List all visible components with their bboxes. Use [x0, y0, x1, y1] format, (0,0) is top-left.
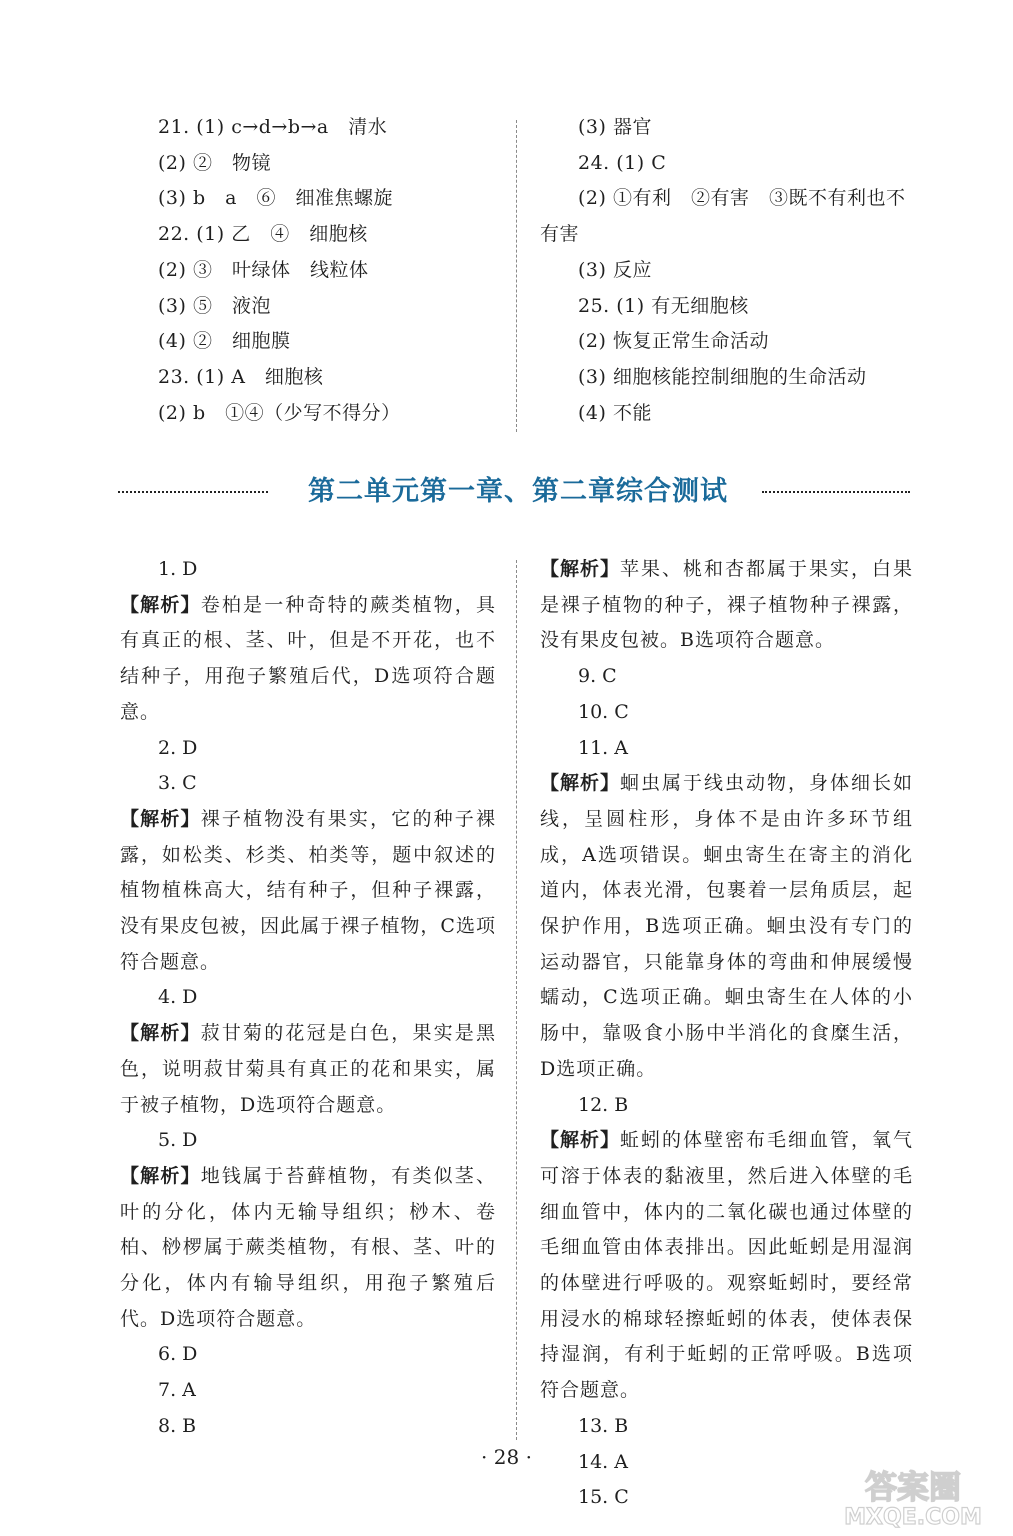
answer-line: (3) b a ⑥ 细准焦螺旋 [158, 187, 393, 210]
answer-item: 11. A [578, 736, 628, 759]
answer-line: 25. (1) 有无细胞核 [578, 294, 749, 317]
explanation-text: 地钱属于苔藓植物，有类似茎、叶的分化，体内无输导组织；桫木、卷柏、桫椤属于蕨类植物，有根、茎、叶的分化，体内有输导组织，用孢子繁殖后代。D选项符合题意。 [120, 1164, 496, 1330]
watermark-url: MXQE.COM [844, 1505, 982, 1530]
analysis-tag: 【解析】 [540, 1129, 620, 1152]
answer-item: 15. C [578, 1486, 629, 1509]
answer-item: 4. D [158, 986, 198, 1009]
answer-item: 6. D [158, 1343, 198, 1366]
answer-item: 5. D [158, 1129, 198, 1152]
answer-line: (2) 恢复正常生命活动 [578, 330, 769, 353]
analysis-tag: 【解析】 [120, 1164, 201, 1187]
explanation-3 [120, 802, 496, 981]
answer-item: 8. B [158, 1414, 197, 1437]
answer-line: 24. (1) C [578, 151, 667, 174]
explanation-12 [540, 1123, 913, 1409]
answer-item: 9. C [578, 665, 617, 688]
explanation-text: 卷柏是一种奇特的蕨类植物，具有真正的根、茎、叶，但是不开花，也不结种子，用孢子繁殖后代，D选项符合题意。 [120, 593, 496, 723]
answer-item: 10. C [578, 700, 629, 723]
left-column [120, 552, 496, 1445]
answer-line: (3) 细胞核能控制细胞的生命活动 [578, 365, 867, 388]
answer-item: 2. D [158, 736, 198, 759]
answer-line: (3) 反应 [578, 258, 652, 281]
answer-line: (2) ①有利 ②有害 ③既不有利也不 [578, 187, 906, 210]
explanation-text: 菽甘菊的花冠是白色，果实是黑色，说明菽甘菊具有真正的花和果实，属于被子植物，D选项符合题意。 [120, 1022, 496, 1116]
watermark-text: 答案圈 [864, 1468, 962, 1506]
explanation-1 [120, 588, 496, 731]
answer-item: 13. B [578, 1414, 629, 1437]
explanation-text: 蛔虫属于线虫动物，身体细长如线，呈圆柱形，身体不是由许多环节组成，A选项错误。蛔虫寄生在寄主的消化道内，体表光滑，包裹着一层角质层，起保护作用，B选项正确。蛔虫没有专门的运动器官，只能靠身体的弯曲和伸展缓慢蠕动，C选项正确。蛔虫寄生在人体的小肠中，靠吸食小肠中半消化的食糜生活，D选项正确。 [540, 772, 913, 1080]
explanation-5 [120, 1159, 496, 1338]
column-divider-bottom [516, 560, 517, 1440]
explanation-8 [540, 552, 913, 659]
analysis-tag: 【解析】 [120, 1022, 201, 1045]
answer-line: 22. (1) 乙 ④ 细胞核 [158, 223, 368, 246]
answer-line: (4) ② 细胞膜 [158, 330, 291, 353]
answer-line: (3) 器官 [578, 116, 652, 138]
right-column [540, 552, 913, 1516]
explanation-11 [540, 766, 913, 1087]
column-divider-top [516, 120, 517, 432]
section-title: 第二单元第一章、第二章综合测试 [308, 476, 728, 507]
answer-line: 23. (1) A 细胞核 [158, 365, 324, 388]
answer-item: 1. D [158, 558, 198, 580]
explanation-text: 蚯蚓的体壁密布毛细血管，氧气可溶于体表的黏液里，然后进入体壁的毛细血管中，体内的二氧化碳也通过体壁的毛细血管由体表排出。因此蚯蚓是用湿润的体壁进行呼吸的。观察蚯蚓时，要经常用浸水的棉球轻擦蚯蚓的体表，使体表保持湿润，有利于蚯蚓的正常呼吸。B选项符合题意。 [540, 1129, 913, 1402]
top-right-column [540, 110, 920, 431]
answer-line: (2) b ①④（少写不得分） [158, 401, 401, 424]
answer-item: 14. A [578, 1450, 628, 1473]
watermark-icon [823, 1464, 1003, 1530]
page-number: · 28 · [481, 1445, 532, 1469]
explanation-text: 裸子植物没有果实，它的种子裸露，如松类、杉类、柏类等，题中叙述的植物植株高大，结有种子，但种子裸露，没有果皮包被，因此属于裸子植物，C选项符合题意。 [120, 807, 496, 973]
answer-line: (2) ② 物镜 [158, 151, 271, 174]
answer-item: 7. A [158, 1379, 196, 1402]
page-number-value: 28 [493, 1445, 520, 1469]
analysis-tag: 【解析】 [120, 593, 201, 616]
top-left-column [120, 110, 500, 431]
answer-item: 3. C [158, 772, 197, 795]
answer-line: 21. (1) c→d→b→a 清水 [158, 116, 388, 138]
title-rule-right [762, 491, 910, 493]
analysis-tag: 【解析】 [120, 807, 201, 830]
answer-line: (2) ③ 叶绿体 线粒体 [158, 258, 369, 281]
answer-item: 12. B [578, 1093, 629, 1116]
answer-line: 有害 [540, 223, 580, 246]
title-rule-left [118, 491, 268, 493]
analysis-tag: 【解析】 [540, 558, 620, 580]
explanation-4 [120, 1016, 496, 1123]
analysis-tag: 【解析】 [540, 772, 620, 795]
answer-line: (3) ⑤ 液泡 [158, 294, 271, 317]
watermark-logo [823, 1464, 1003, 1530]
answer-line: (4) 不能 [578, 401, 652, 424]
explanation-text: 苹果、桃和杏都属于果实，白果是裸子植物的种子，裸子植物种子裸露，没有果皮包被。B选项符合题意。 [540, 558, 913, 652]
